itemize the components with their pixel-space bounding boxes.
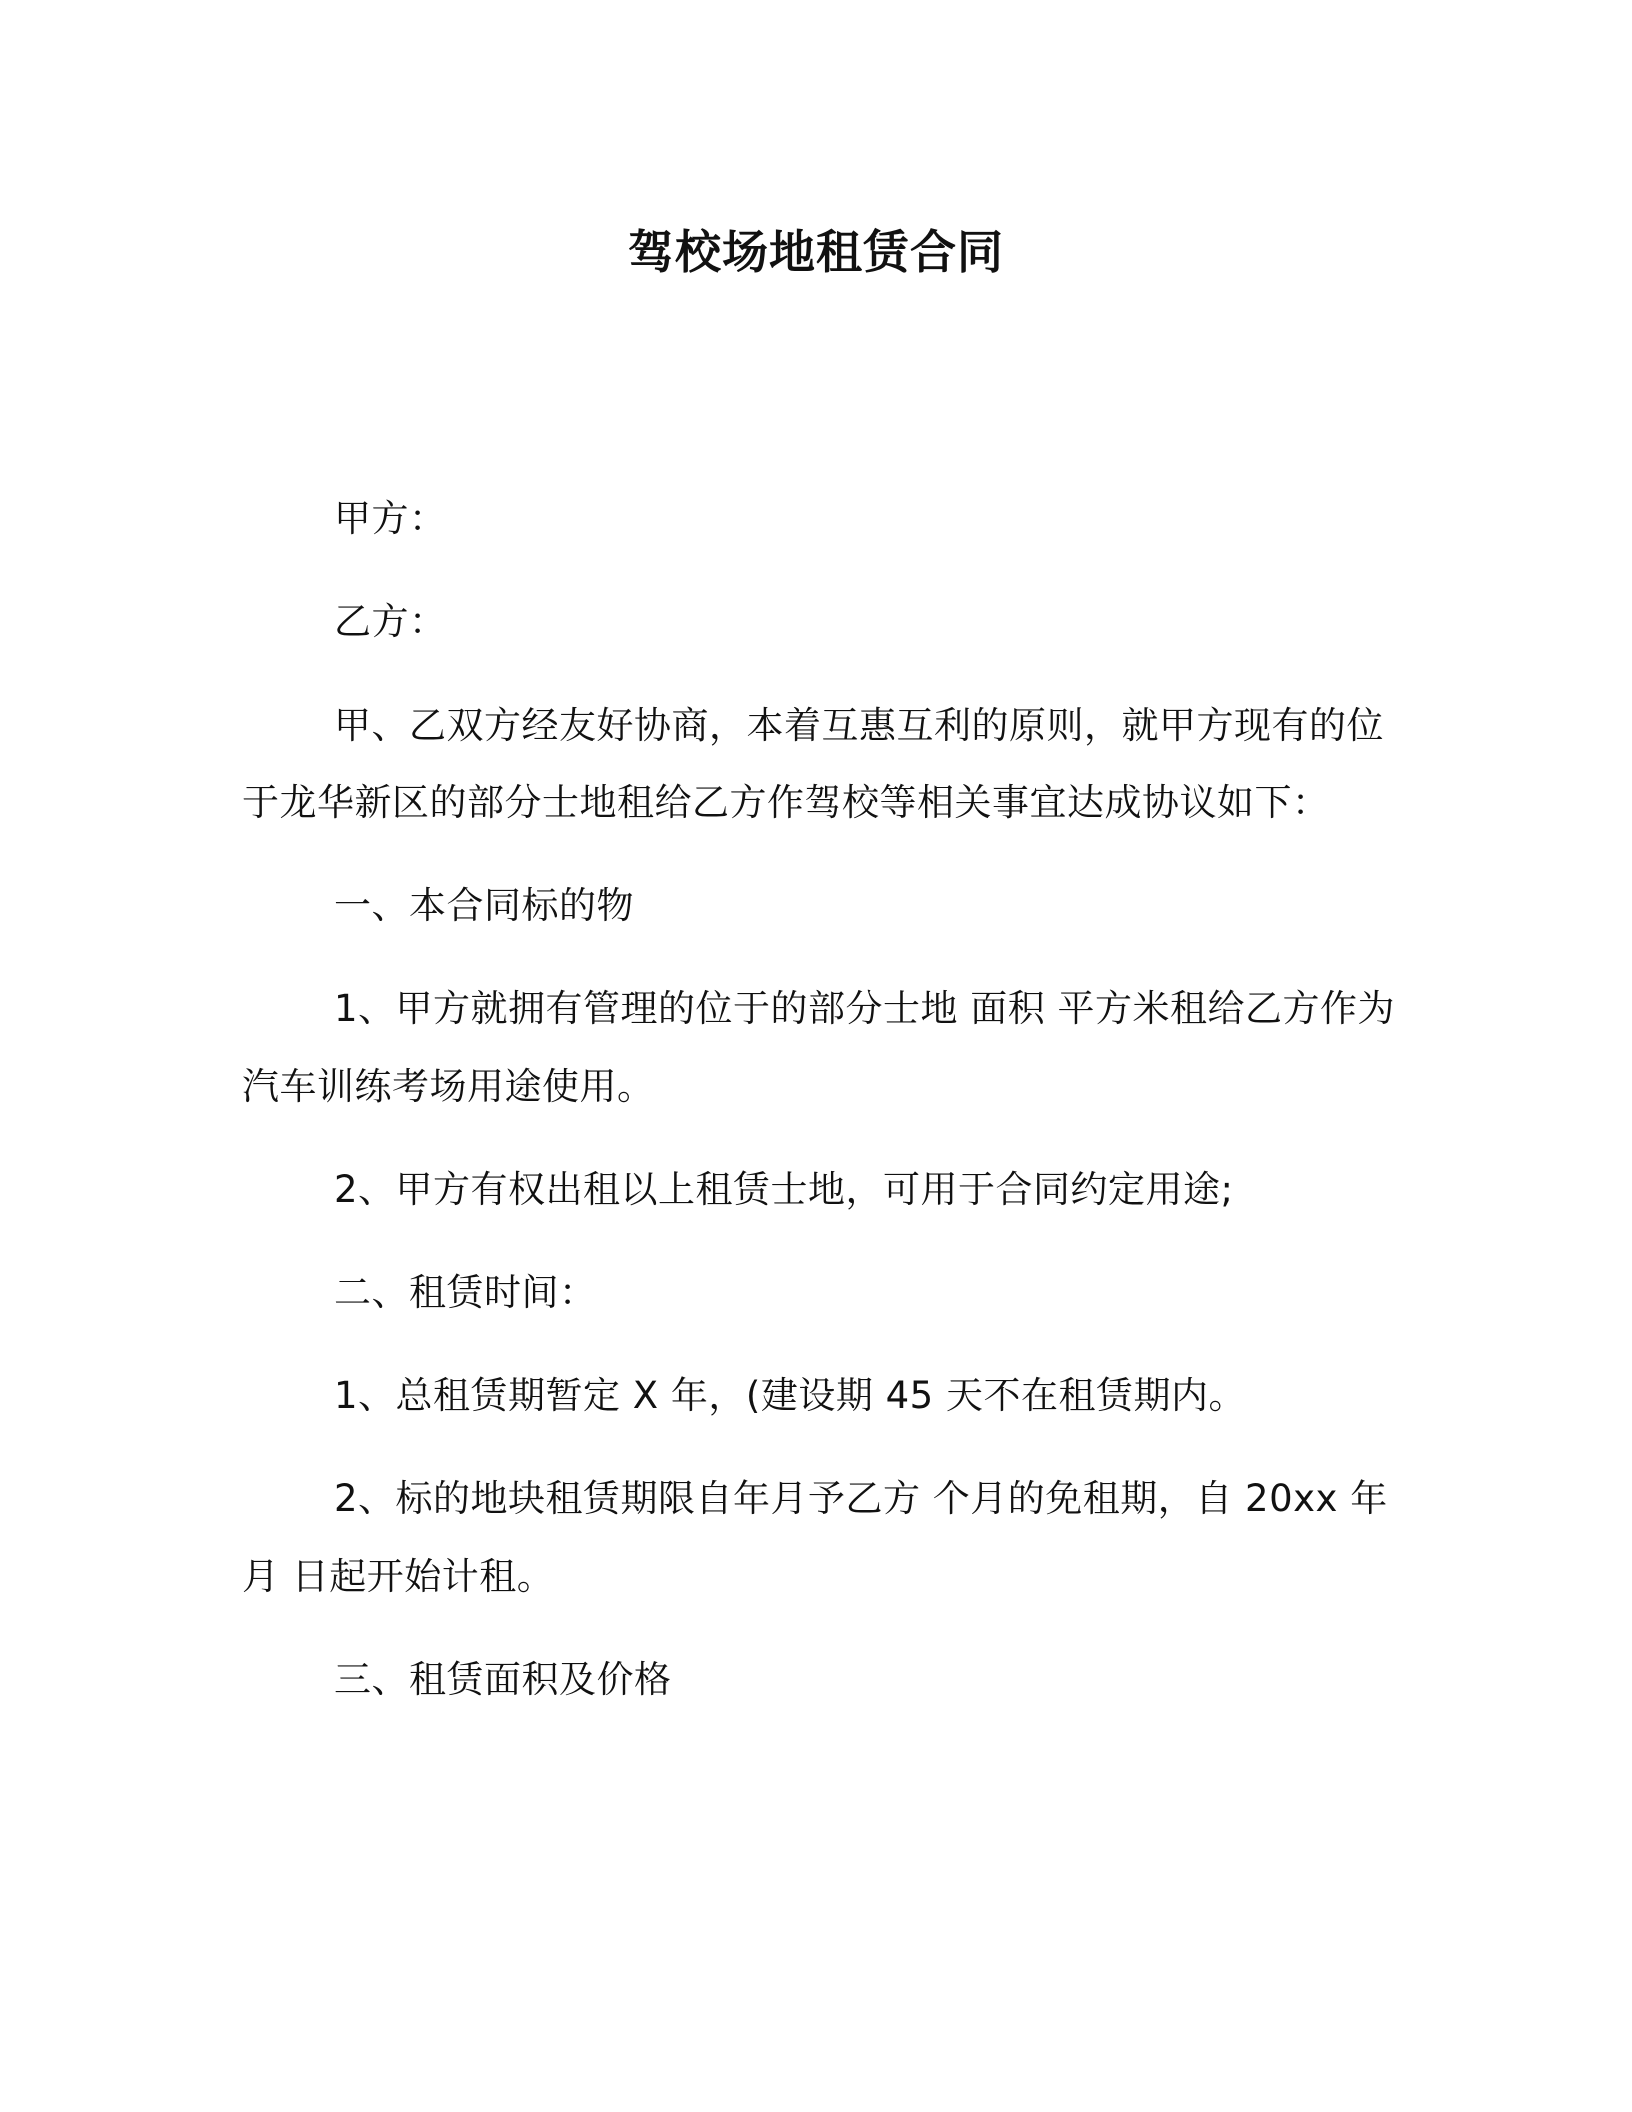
clause-1-1-line-1: 1、甲方就拥有管理的位于的部分士地 面积 平方米租给乙方作为 <box>334 987 1396 1030</box>
clause-2-2-line-2: 月 日起开始计租。 <box>242 1555 555 1598</box>
clause-2-1: 1、总租赁期暂定 X 年，(建设期 45 天不在租赁期内。 <box>334 1374 1246 1417</box>
clause-1-2: 2、甲方有权出租以上租赁士地，可用于合同约定用途; <box>334 1168 1234 1211</box>
preamble-line-1: 甲、乙双方经友好协商，本着互惠互利的原则，就甲方现有的位 <box>334 704 1384 747</box>
document-title: 驾校场地租赁合同 <box>628 225 1004 279</box>
party-b-line: 乙方： <box>334 600 447 643</box>
preamble-line-2: 于龙华新区的部分士地租给乙方作驾校等相关事宜达成协议如下： <box>242 781 1330 824</box>
party-a-line: 甲方： <box>334 497 447 540</box>
section-2-heading: 二、租赁时间： <box>334 1271 597 1314</box>
clause-1-1-line-2: 汽车训练考场用途使用。 <box>242 1065 655 1108</box>
section-3-heading: 三、租赁面积及价格 <box>334 1658 672 1701</box>
clause-2-2-line-1: 2、标的地块租赁期限自年月予乙方 个月的免租期，自 20xx 年 <box>334 1477 1388 1520</box>
section-1-heading: 一、本合同标的物 <box>334 884 634 927</box>
